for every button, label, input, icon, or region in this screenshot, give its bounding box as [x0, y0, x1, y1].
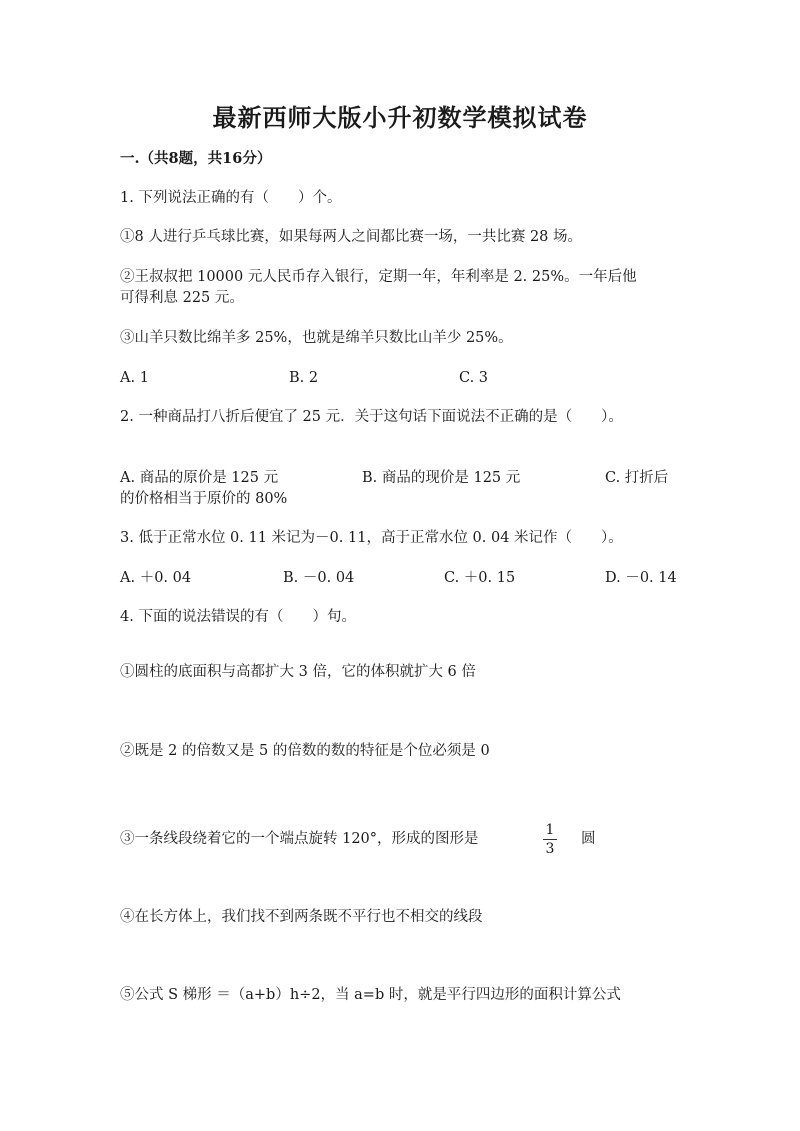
q2-option-b: B. 商品的现价是 125 元 — [362, 470, 521, 486]
q4-statement-1: ①圆柱的底面积与高都扩大 3 倍，它的体积就扩大 6 倍 — [120, 664, 476, 680]
q4-statement-3-text: ③一条线段绕着它的一个端点旋转 120°，形成的图形是 — [120, 831, 479, 847]
q3-stem: 3. 低于正常水位 0. 11 米记为－0. 11，高于正常水位 0. 04 米记作（ ）。 — [120, 530, 623, 546]
q2-stem: 2. 一种商品打八折后便宜了 25 元．关于这句话下面说法不正确的是（ ）。 — [120, 409, 623, 425]
q4-statement-2: ②既是 2 的倍数又是 5 的倍数的数的特征是个位必须是 0 — [120, 743, 490, 759]
fraction-denominator: 3 — [545, 841, 555, 857]
q2-option-c-line2: 的价格相当于原价的 80% — [120, 491, 288, 507]
fraction-bar — [543, 839, 557, 840]
q1-statement-2-line2: 可得利息 225 元。 — [120, 290, 244, 306]
q4-statement-5: ⑤公式 S 梯形 ＝（a+b）h÷2，当 a=b 时，就是平行四边形的面积计算公式 — [120, 987, 621, 1003]
q4-statement-4: ④在长方体上，我们找不到两条既不平行也不相交的线段 — [120, 909, 483, 925]
q3-option-b: B. －0. 04 — [283, 570, 355, 586]
q4-stem: 4. 下面的说法错误的有（ ）句。 — [120, 609, 356, 625]
q3-option-c: C. ＋0. 15 — [444, 570, 516, 586]
fraction-one-third — [541, 822, 559, 857]
fraction-numerator: 1 — [545, 822, 555, 838]
q1-statement-2-line1: ②王叔叔把 10000 元人民币存入银行，定期一年，年利率是 2. 25%。一年后他 — [120, 269, 637, 285]
q1-statement-1: ①8 人进行乒乓球比赛，如果每两人之间都比赛一场，一共比赛 28 场。 — [120, 229, 583, 245]
q1-option-a: A. 1 — [120, 370, 149, 386]
q3-option-d: D. －0. 14 — [605, 570, 677, 586]
q1-option-b: B. 2 — [289, 370, 319, 386]
page-title: 最新西师大版小升初数学模拟试卷 — [212, 103, 588, 132]
q1-option-c: C. 3 — [459, 370, 489, 386]
q1-stem: 1. 下列说法正确的有（ ）个。 — [120, 190, 342, 206]
q2-option-c-line1: C. 打折后 — [605, 470, 669, 486]
q4-statement-3-suffix: 圆 — [581, 831, 596, 847]
section-heading: 一.（共8题，共16分） — [120, 150, 272, 167]
q2-option-a: A. 商品的原价是 125 元 — [120, 470, 279, 486]
q1-statement-3: ③山羊只数比绵羊多 25%，也就是绵羊只数比山羊少 25%。 — [120, 330, 513, 346]
q3-option-a: A. ＋0. 04 — [120, 570, 192, 586]
